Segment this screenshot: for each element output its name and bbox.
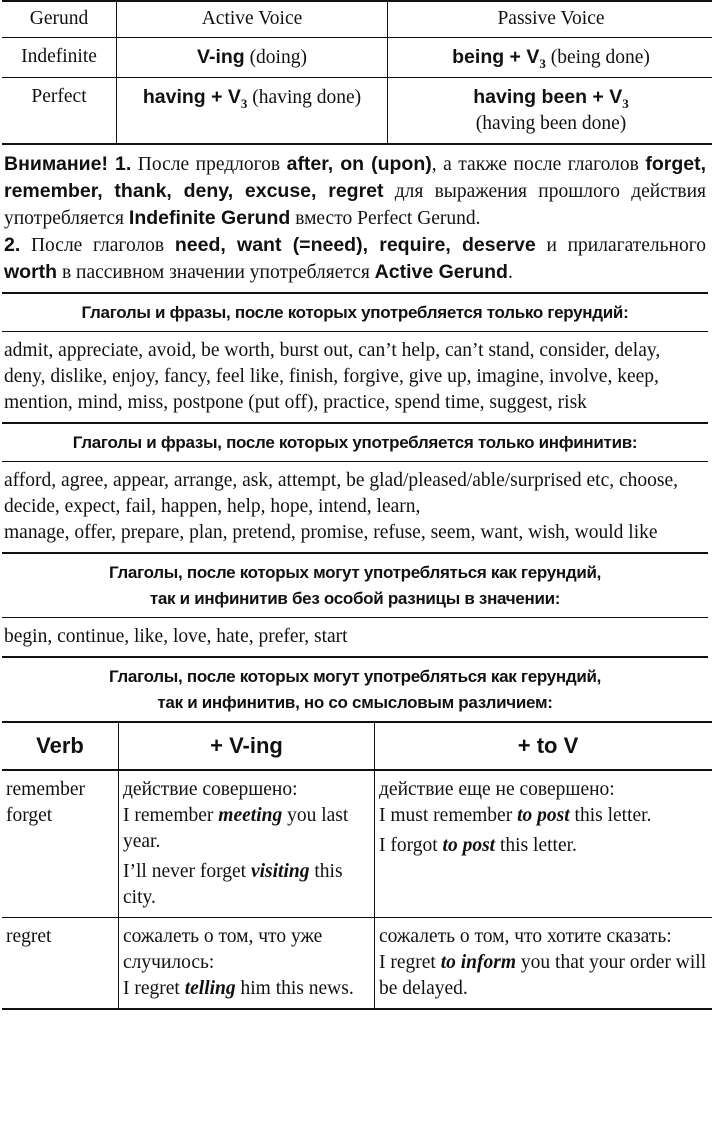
section-heading-both-same: Глаголы, после которых могут употребляться как герундий, так и инфинитив без особой разницы в значении: — [108, 563, 602, 608]
gerund-row-indefinite — [2, 38, 712, 78]
verb-cell: regret — [2, 918, 119, 1010]
verb-row-remember-forget — [2, 770, 712, 918]
active-form-cell: V-ing (doing) — [117, 38, 388, 78]
passive-form-cell: being + $V_3$ (being done) — [388, 38, 712, 78]
row-label: Perfect — [2, 78, 117, 145]
ing-cell: действие совершено: I remember meeting you last year. I’ll never forget visiting this city. — [119, 770, 375, 918]
grammar-page — [2, 0, 708, 1010]
verb-meaning-table — [2, 721, 712, 1010]
section-heading-gerund-only: Глаголы и фразы, после которых употребляется только герундий: — [81, 303, 629, 322]
gerund-table-header-row — [2, 1, 712, 38]
attention-note: Внимание! 1. После предлогов after, on (upon), а также после глаголов forget, remember, thank, deny, excuse, regret для выражения прошлого действия употребляется Indefinite Gerund вместо Perfect Gerund. 2. После глаголов need, want (=need), require, deserve и прилагательного worth в пассивном значении употребляется Active Gerund. — [4, 153, 707, 283]
to-v-cell: действие еще не совершено: I must remember to post this letter. I forgot to post this letter. — [375, 770, 712, 918]
section-heading-both-different: Глаголы, после которых могут употребляться как герундий, так и инфинитив, но со смысловым различием: — [108, 667, 602, 712]
section-body-gerund-only: admit, appreciate, avoid, be worth, burst out, can’t help, can’t stand, consider, delay, deny, dislike, enjoy, fancy, feel like, finish, forgive, give up, imagine, involve, keep, mention, mind, miss, postpone (put off), practice, spend time, suggest, risk — [4, 340, 661, 413]
header-passive-voice: Passive Voice — [388, 1, 712, 38]
verb-row-regret — [2, 918, 712, 1010]
row-label: Indefinite — [2, 38, 117, 78]
verb-cell: remember forget — [2, 770, 119, 918]
header-gerund: Gerund — [2, 1, 117, 38]
verb-table-header-row — [2, 722, 712, 770]
gerund-forms-table — [2, 0, 712, 145]
to-v-cell: сожалеть о том, что хотите сказать: I regret to inform you that your order will be delayed. — [375, 918, 712, 1010]
ing-cell: сожалеть о том, что уже случилось: I regret telling him this news. — [119, 918, 375, 1010]
header-to-v: + to V — [375, 722, 712, 770]
section-heading-infinitive-only: Глаголы и фразы, после которых употребляется только инфинитив: — [72, 433, 638, 452]
header-ing: + V-ing — [119, 722, 375, 770]
section-body-infinitive-only: afford, agree, appear, arrange, ask, attempt, be glad/pleased/able/surprised etc, choose, decide, expect, fail, happen, help, hope, intend, learn, manage, offer, prepare, plan, pretend, promise, refuse, seem, want, wish, would like — [4, 470, 679, 543]
section-body-both-same: begin, continue, like, love, hate, prefer, start — [4, 626, 348, 647]
header-active-voice: Active Voice — [117, 1, 388, 38]
active-form-cell: having + $V_3$ (having done) — [117, 78, 388, 145]
header-verb: Verb — [2, 722, 119, 770]
passive-form-cell: having been + $V_3$ (having been done) — [388, 78, 712, 145]
gerund-row-perfect — [2, 78, 712, 145]
